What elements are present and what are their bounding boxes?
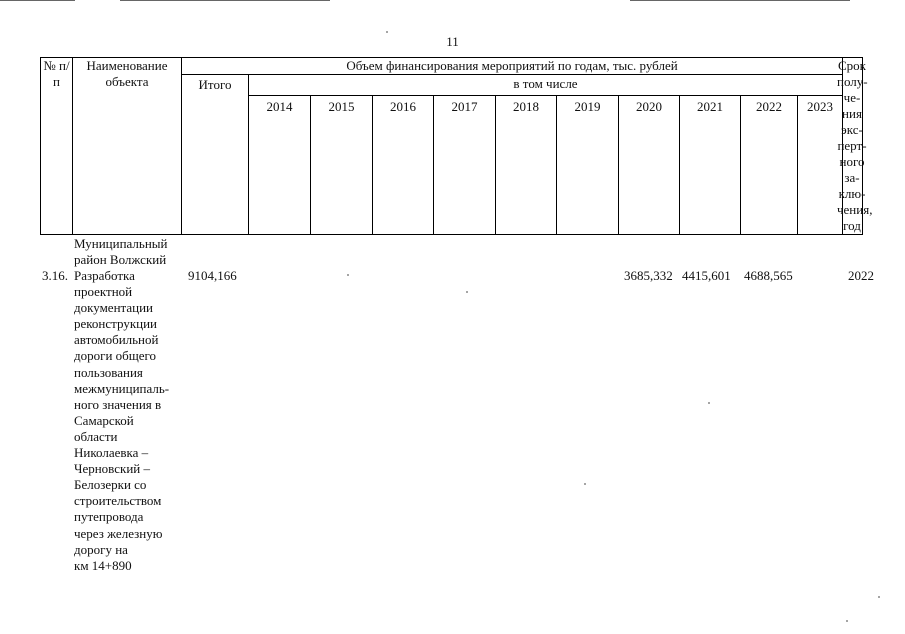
- row-object-name: Разработка проектной документации реконструкции автомобильной дороги общего пользования межмуниципаль- ного значения в Самарской области Николаевка – Черновский – Белозерки со строительством путепровода через железную дорогу на км 14+890: [74, 268, 170, 573]
- scan-edge-line: [0, 0, 75, 1]
- header-year: 2021: [697, 99, 723, 114]
- row-deadline-value: 2022: [848, 268, 874, 283]
- header-col-total: Итого: [198, 77, 232, 92]
- header-col-funding: Объем финансирования мероприятий по годам, тыс. рублей: [346, 58, 678, 73]
- header-year: 2014: [266, 99, 293, 114]
- scan-speck: [878, 596, 880, 598]
- header-col-number: № п/п: [43, 58, 70, 89]
- header-year: 2018: [513, 99, 539, 114]
- scan-speck: [466, 291, 468, 293]
- scan-speck: [708, 402, 710, 404]
- header-year: 2022: [756, 99, 782, 114]
- header-col-including: в том числе: [513, 76, 578, 91]
- row-2021-value: 4415,601: [682, 268, 731, 283]
- scan-speck: [584, 483, 586, 485]
- page-number: 11: [446, 34, 459, 49]
- header-year: 2016: [390, 99, 416, 114]
- scan-edge-line: [630, 0, 850, 1]
- row-2022-value: 4688,565: [744, 268, 793, 283]
- header-year: 2015: [328, 99, 355, 114]
- row-2020-value: 3685,332: [624, 268, 673, 283]
- row-total-value: 9104,166: [188, 268, 237, 283]
- table-header: № п/п Наименование объекта Объем финансирования мероприятий по годам, тыс. рублей Итого в том числе 2014 2015 2016 2017 2018 2019 2020 2021 2022 2023 Срок полу- че- ния экс- перт- ного за- клю- чения, год: [40, 57, 862, 234]
- header-year: 2017: [451, 99, 478, 114]
- header-year: 2020: [636, 99, 662, 114]
- header-year: 2023: [807, 99, 833, 114]
- header-year: 2019: [574, 99, 601, 114]
- row-region-label: Муниципальный район Волжский: [74, 236, 168, 268]
- scan-speck: [386, 31, 388, 33]
- scan-edge-line: [120, 0, 330, 1]
- header-col-name: Наименование объекта: [86, 58, 168, 89]
- row-number: 3.16.: [42, 268, 68, 283]
- scan-speck: [846, 620, 848, 622]
- scan-speck: [347, 274, 349, 276]
